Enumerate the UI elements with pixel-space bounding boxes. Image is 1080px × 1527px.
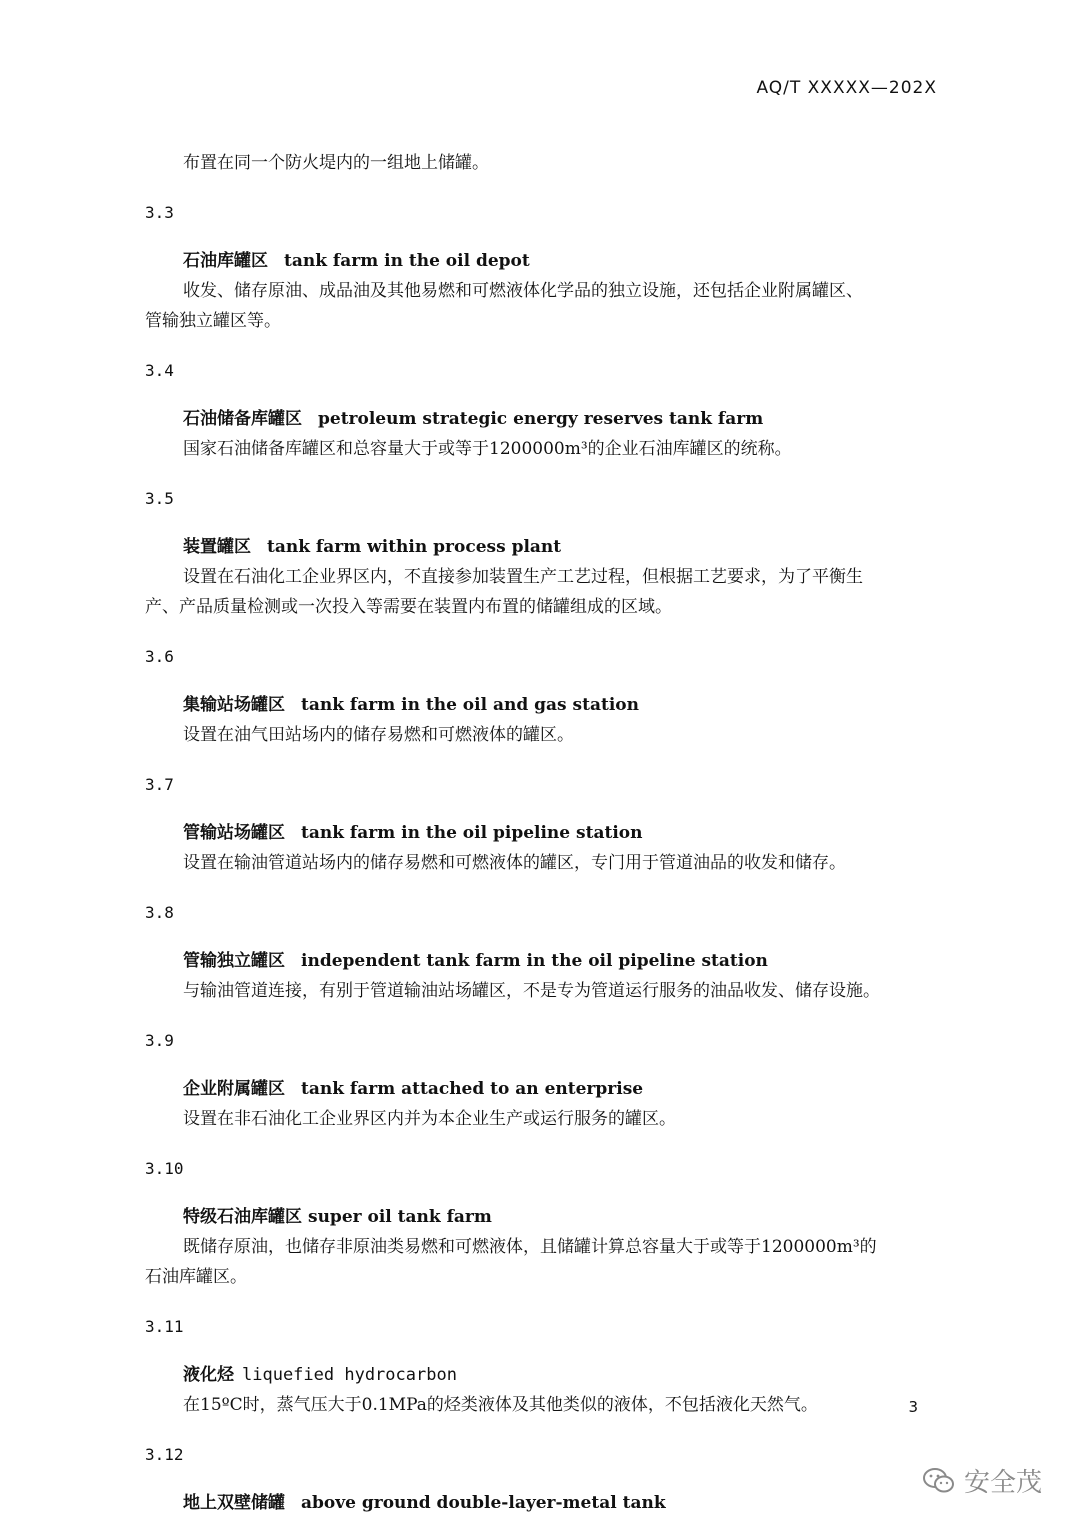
definition-line: 设置在油气田站场内的储存易燃和可燃液体的罐区。 — [183, 725, 574, 745]
watermark — [922, 1462, 1042, 1499]
term-heading — [145, 404, 940, 434]
term-zh: 特级石油库罐区 — [183, 1207, 302, 1227]
term-en: super oil tank farm — [308, 1207, 492, 1227]
term-heading — [145, 1202, 940, 1232]
term-heading — [145, 946, 940, 976]
document-code: AQ/T XXXXX—202X — [756, 78, 937, 98]
clause-number: 3.6 — [145, 647, 174, 666]
term-zh: 管输独立罐区 — [183, 951, 285, 971]
document-body — [145, 148, 940, 1518]
definition-line: 与输油管道连接，有别于管道输油站场罐区，不是专为管道运行服务的油品收发、储存设施。 — [183, 981, 880, 1001]
term-zh: 装置罐区 — [183, 537, 251, 557]
clause-number: 3.8 — [145, 903, 174, 922]
term-en: independent tank farm in the oil pipeline station — [301, 951, 768, 971]
term-zh: 管输站场罐区 — [183, 823, 285, 843]
term-heading — [145, 818, 940, 848]
term-en: tank farm within process plant — [267, 537, 562, 557]
clause-number: 3.9 — [145, 1031, 174, 1050]
definition-line: 既储存原油，也储存非原油类易燃和可燃液体，且储罐计算总容量大于或等于1200000m³的 — [183, 1237, 877, 1257]
term-en: tank farm in the oil and gas station — [301, 695, 639, 715]
term-en: above ground double-layer-metal tank — [301, 1493, 666, 1513]
term-zh: 企业附属罐区 — [183, 1079, 285, 1099]
term-zh: 地上双壁储罐 — [183, 1493, 285, 1513]
term-en: petroleum strategic energy reserves tank farm — [318, 409, 764, 429]
term-en: tank farm in the oil depot — [284, 251, 530, 271]
watermark-text: 安全茂 — [963, 1468, 1042, 1498]
term-en: tank farm in the oil pipeline station — [301, 823, 643, 843]
definition-line: 收发、储存原油、成品油及其他易燃和可燃液体化学品的独立设施，还包括企业附属罐区、 — [183, 281, 863, 301]
clause-number: 3.5 — [145, 489, 174, 508]
page-number: 3 — [908, 1398, 918, 1416]
definition-line: 国家石油储备库罐区和总容量大于或等于1200000m³的企业石油库罐区的统称。 — [183, 439, 792, 459]
term-en: tank farm attached to an enterprise — [301, 1079, 644, 1099]
definition-line: 设置在石油化工企业界区内，不直接参加装置生产工艺过程，但根据工艺要求，为了平衡生 — [183, 567, 863, 587]
definition-line: 在15ºC时，蒸气压大于0.1MPa的烃类液体及其他类似的液体，不包括液化天然气。 — [183, 1395, 818, 1415]
definition-line: 设置在非石油化工企业界区内并为本企业生产或运行服务的罐区。 — [183, 1109, 676, 1129]
clause-number: 3.4 — [145, 361, 174, 380]
term-heading — [145, 532, 940, 562]
term-heading — [145, 246, 940, 276]
clause-number: 3.12 — [145, 1445, 184, 1464]
definition-line: 设置在输油管道站场内的储存易燃和可燃液体的罐区，专门用于管道油品的收发和储存。 — [183, 853, 846, 873]
term-zh: 石油储备库罐区 — [183, 409, 302, 429]
clause-number: 3.7 — [145, 775, 174, 794]
term-zh: 石油库罐区 — [183, 251, 268, 271]
term-zh: 液化烃 — [183, 1365, 234, 1385]
definition-line: 产、产品质量检测或一次投入等需要在装置内布置的储罐组成的区域。 — [145, 597, 672, 617]
wechat-icon — [922, 1466, 956, 1496]
term-heading — [145, 1488, 940, 1518]
term-heading — [145, 1074, 940, 1104]
clause-number: 3.3 — [145, 203, 174, 222]
intro-definition: 布置在同一个防火堤内的一组地上储罐。 — [183, 153, 489, 173]
clause-number: 3.10 — [145, 1159, 184, 1178]
term-en: liquefied hydrocarbon — [242, 1365, 457, 1385]
term-heading — [145, 1360, 940, 1390]
definition-line: 石油库罐区。 — [145, 1267, 247, 1287]
term-heading — [145, 690, 940, 720]
definition-line: 管输独立罐区等。 — [145, 311, 281, 331]
clause-number: 3.11 — [145, 1317, 184, 1336]
term-zh: 集输站场罐区 — [183, 695, 285, 715]
